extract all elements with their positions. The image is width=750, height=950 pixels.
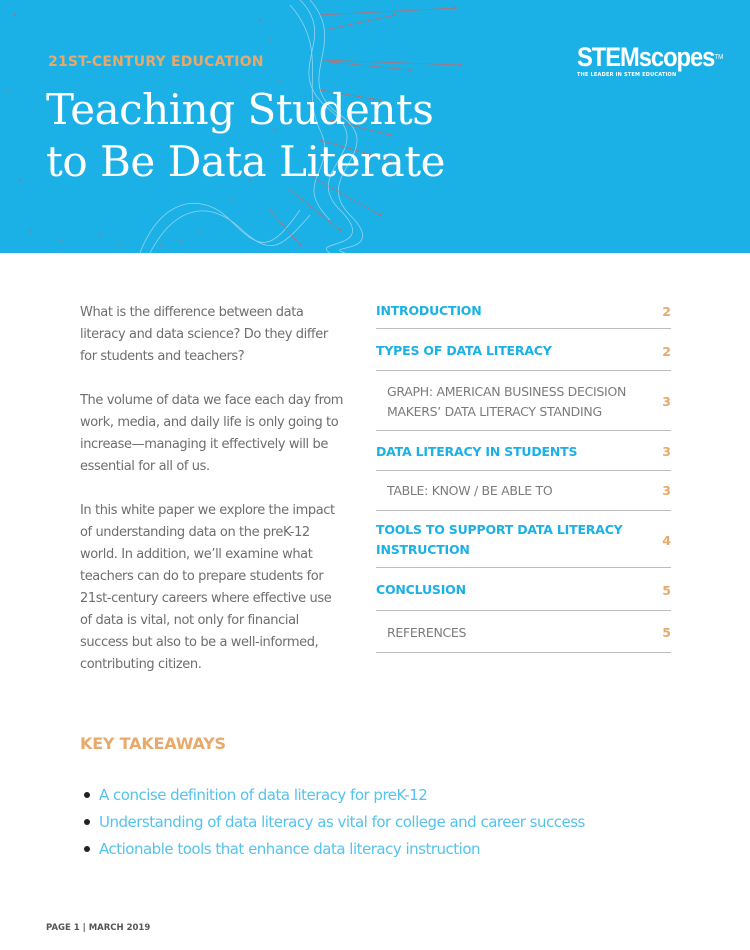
stemscopes-logo xyxy=(577,44,743,78)
takeaway-item xyxy=(80,835,585,862)
logo-wordmark xyxy=(577,44,723,71)
kicker: 21ST-CENTURY EDUCATION xyxy=(48,54,264,70)
toc-item-graph[interactable] xyxy=(376,371,671,431)
toc-label: CONCLUSION xyxy=(376,582,466,597)
toc-item-types-of-data-literacy[interactable] xyxy=(376,329,671,371)
toc-item-references[interactable] xyxy=(376,611,671,653)
logo-text: STEMscopes xyxy=(577,42,715,72)
toc-page-number: 5 xyxy=(662,582,671,598)
toc-page-number: 3 xyxy=(662,483,671,498)
toc-item-tools[interactable] xyxy=(376,511,671,568)
toc-label: TYPES OF DATA LITERACY xyxy=(376,343,552,358)
takeaway-text: Actionable tools that enhance data literacy instruction xyxy=(99,839,481,858)
toc-page-number: 2 xyxy=(662,343,671,359)
title-line-2: to Be Data Literate xyxy=(46,137,445,186)
bullet-icon xyxy=(84,846,90,852)
intro-paragraph: In this white paper we explore the impact of understanding data on the preK-12 world. In addition, we’ll examine what teachers can do to prepare students for 21st-century careers where effective use of data is vital, not only for financial success but also to be a well-informed, contributing citizen. xyxy=(80,503,335,672)
table-of-contents xyxy=(376,294,671,653)
trademark-symbol: TM xyxy=(714,54,724,61)
toc-label: INTRODUCTION xyxy=(376,303,482,318)
toc-item-data-literacy-in-students[interactable] xyxy=(376,431,671,471)
takeaway-text: Understanding of data literacy as vital for college and career success xyxy=(99,812,585,831)
takeaway-item xyxy=(80,781,585,808)
takeaway-item xyxy=(80,808,585,835)
bullet-icon xyxy=(84,792,90,798)
bullet-icon xyxy=(84,819,90,825)
toc-page-number: 2 xyxy=(662,303,671,319)
page-title xyxy=(46,84,445,188)
intro-paragraph: The volume of data we face each day from work, media, and daily life is only going to increase—managing it effectively will be essential for all of us. xyxy=(80,393,344,474)
key-takeaways-heading: KEY TAKEAWAYS xyxy=(80,734,226,753)
toc-label: REFERENCES xyxy=(387,624,467,640)
intro-paragraph: What is the difference between data literacy and data science? Do they differ for students and teachers? xyxy=(80,305,328,364)
toc-label: DATA LITERACY IN STUDENTS xyxy=(376,443,578,459)
toc-label: TOOLS TO SUPPORT DATA LITERACY INSTRUCTION xyxy=(376,522,623,557)
logo-tagline: THE LEADER IN STEM EDUCATION xyxy=(577,72,677,78)
toc-label: TABLE: KNOW / BE ABLE TO xyxy=(387,482,553,498)
toc-item-table[interactable] xyxy=(376,471,671,511)
intro-text xyxy=(80,302,345,698)
toc-page-number: 3 xyxy=(662,394,671,409)
toc-page-number: 3 xyxy=(662,444,671,459)
key-takeaways-list xyxy=(80,781,585,862)
title-line-1: Teaching Students xyxy=(46,85,434,134)
toc-item-introduction[interactable] xyxy=(376,294,671,329)
takeaway-text: A concise definition of data literacy for preK-12 xyxy=(99,785,428,804)
toc-label: GRAPH: AMERICAN BUSINESS DECISION MAKERS’ DATA LITERACY STANDING xyxy=(387,383,627,419)
toc-page-number: 4 xyxy=(662,532,671,548)
toc-item-conclusion[interactable] xyxy=(376,568,671,611)
page-footer: PAGE 1 | MARCH 2019 xyxy=(46,923,151,933)
toc-page-number: 5 xyxy=(662,625,671,640)
header-banner xyxy=(0,0,750,253)
